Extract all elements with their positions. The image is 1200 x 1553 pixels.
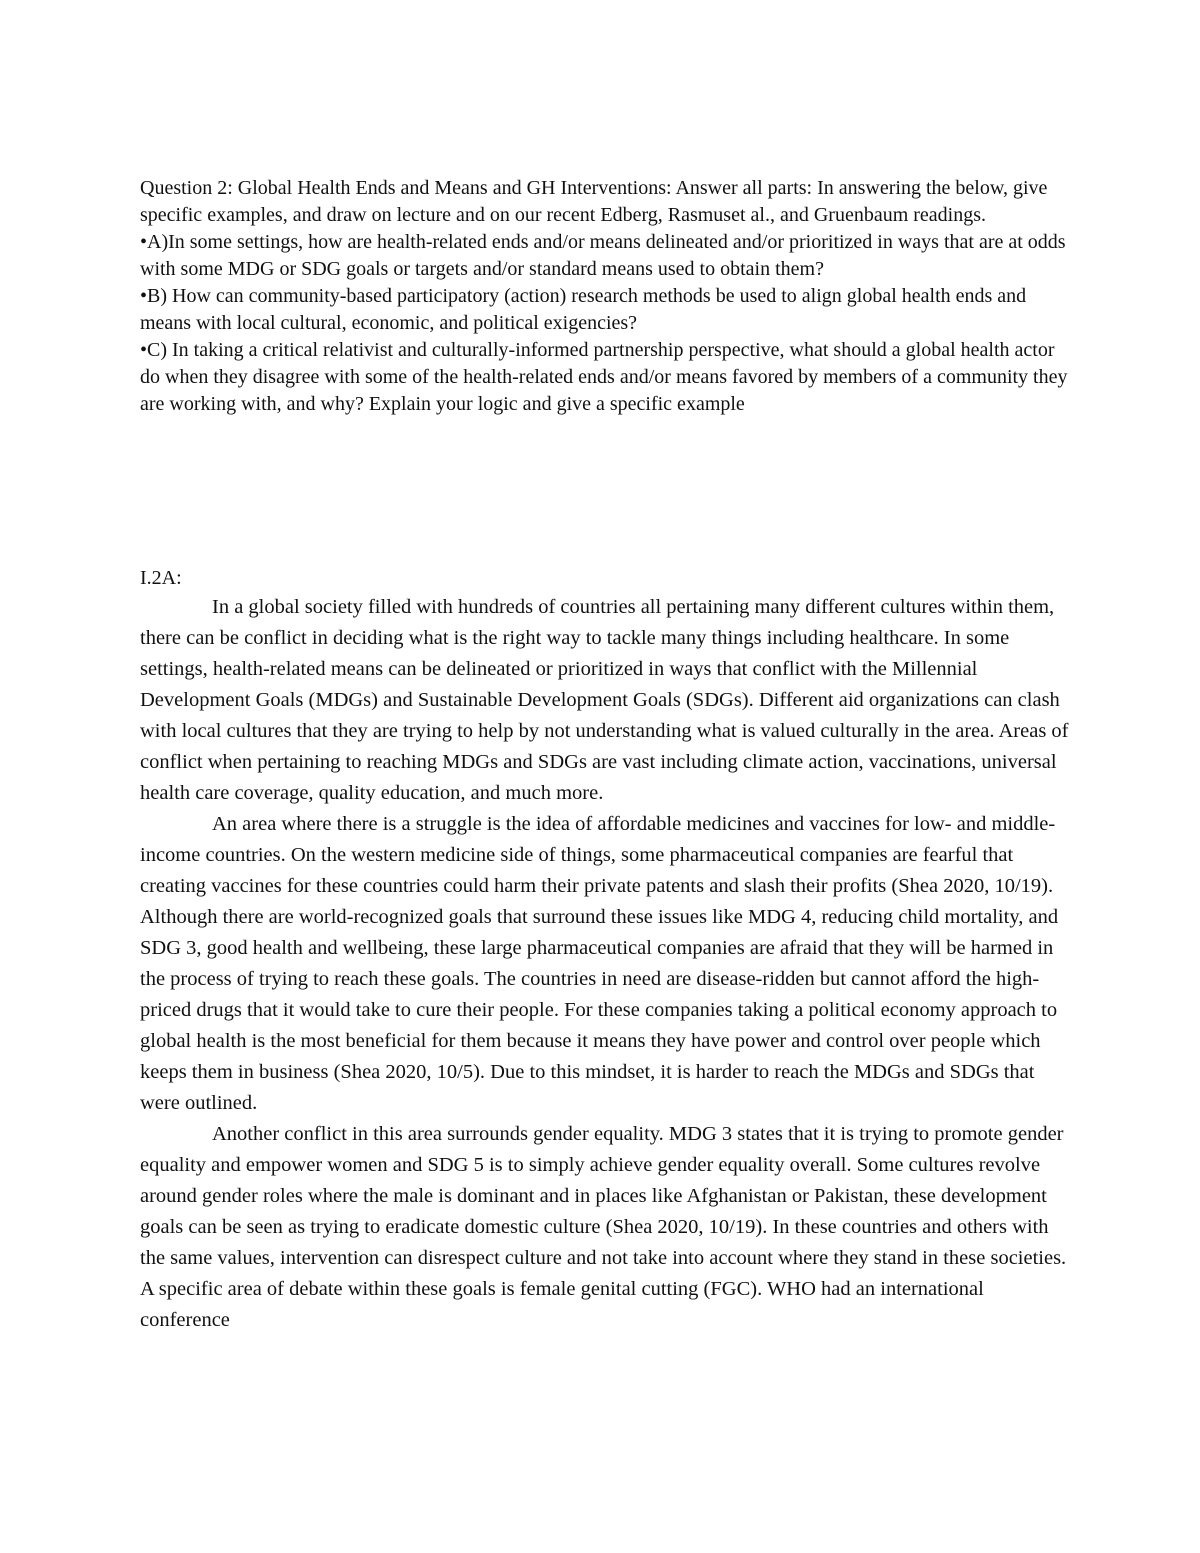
question-part-c: •C) In taking a critical relativist and culturally-informed partnership perspective, what should a global health actor do when they disagree with some of the health-related ends and/or means favored by members of a community they are working with, and why? Explain your logic and give a specific example — [140, 339, 1068, 415]
essay-paragraph-1: In a global society filled with hundreds of countries all pertaining many different cultures within them, there can be conflict in deciding what is the right way to tackle many things including healthcare. In some settings, health-related means can be delineated or prioritized in ways that conflict with the Millennial Development Goals (MDGs) and Sustainable Development Goals (SDGs). Different aid organizations can clash with local cultures that they are trying to help by not understanding what is valued culturally in the area. Areas of conflict when pertaining to reaching MDGs and SDGs are vast including climate action, vaccinations, universal health care coverage, quality education, and much more. — [140, 596, 1069, 804]
question-part-b: •B) How can community-based participatory (action) research methods be used to align global health ends and means with local cultural, economic, and political exigencies? — [140, 285, 1027, 334]
question-intro: Question 2: Global Health Ends and Means and GH Interventions: Answer all parts: In answering the below, give specific examples, and draw on lecture and on our recent Edberg, Rasmuset al., and Gruenbaum readings. — [140, 177, 1048, 226]
section-heading: I.2A: — [140, 567, 182, 589]
essay-paragraph-2: An area where there is a struggle is the idea of affordable medicines and vaccines for low- and middle-income countries. On the western medicine side of things, some pharmaceutical companies are fearful that creating vaccines for these countries could harm their private patents and slash their profits (Shea 2020, 10/19). Although there are world-recognized goals that surround these issues like MDG 4, reducing child mortality, and SDG 3, good health and wellbeing, these large pharmaceutical companies are afraid that they will be harmed in the process of trying to reach these goals. The countries in need are disease-ridden but cannot afford the high-priced drugs that it would take to cure their people. For these companies taking a political economy approach to global health is the most beneficial for them because it means they have power and control over people which keeps them in business (Shea 2020, 10/5). Due to this mindset, it is harder to reach the MDGs and SDGs that were outlined. — [140, 813, 1059, 1114]
question-part-a: •A)In some settings, how are health-related ends and/or means delineated and/or prioritized in ways that are at odds with some MDG or SDG goals or targets and/or standard means used to obtain them? — [140, 231, 1066, 280]
essay-body — [140, 592, 1070, 1336]
essay-paragraph-3: Another conflict in this area surrounds gender equality. MDG 3 states that it is trying to promote gender equality and empower women and SDG 5 is to simply achieve gender equality overall. Some cultures revolve around gender roles where the male is dominant and in places like Afghanistan or Pakistan, these development goals can be seen as trying to eradicate domestic culture (Shea 2020, 10/19). In these countries and others with the same values, intervention can disrespect culture and not take into account where they stand in these societies. A specific area of debate within these goals is female genital cutting (FGC). WHO had an international conference — [140, 1123, 1067, 1331]
question-prompt — [140, 175, 1070, 418]
